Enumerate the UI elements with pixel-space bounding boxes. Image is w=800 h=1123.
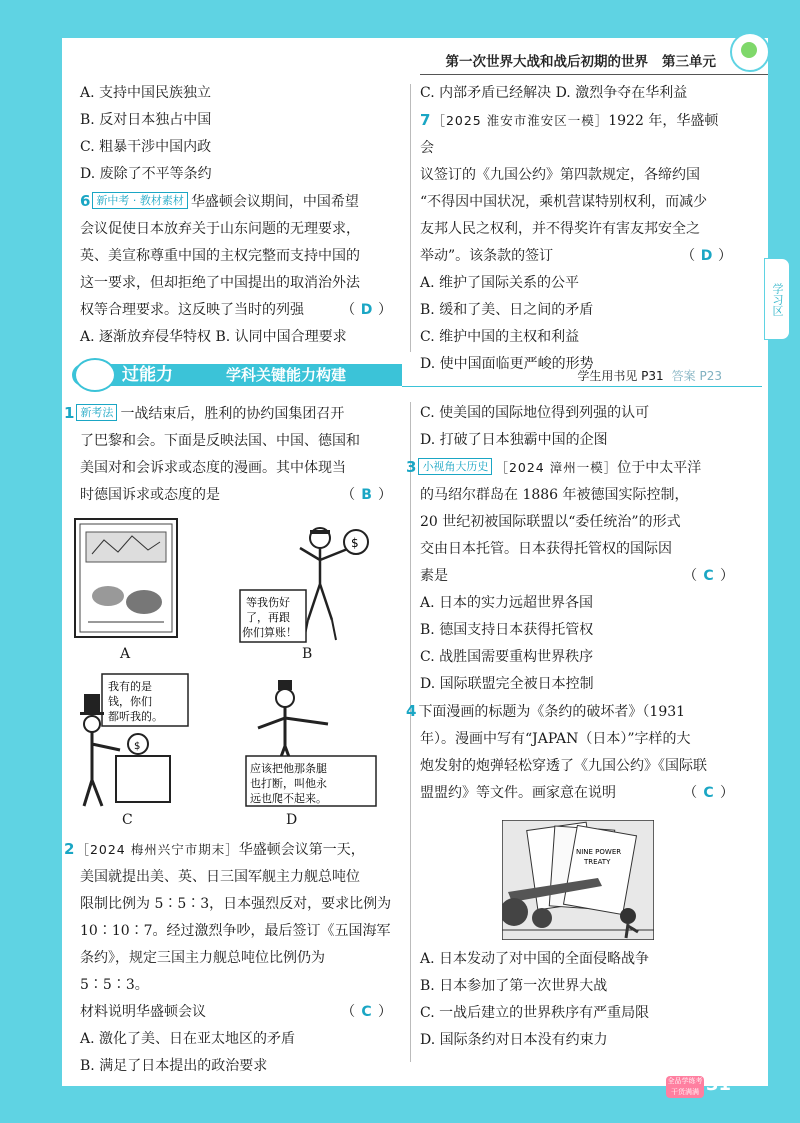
answer-blank[interactable]: （ D ） (341, 297, 392, 324)
corner-badge-icon (730, 32, 770, 72)
bottom-right-column (406, 400, 734, 807)
cartoon-text: TREATY (584, 858, 611, 866)
page-header (62, 38, 768, 78)
header-rule (420, 74, 768, 75)
question-text: 华盛顿会议第一天， (238, 842, 365, 858)
option: B. 满足了日本提出的政治要求 (80, 1058, 268, 1074)
cartoon-c-image (76, 672, 196, 810)
question-text (80, 297, 392, 324)
section-refs (577, 366, 722, 386)
svg-text:$: $ (134, 741, 141, 752)
option: B. 反对日本独占中国 (80, 112, 212, 128)
question-source: ［2024 梅州兴宁市期末］ (76, 842, 239, 857)
answer-blank[interactable]: （ C ） (341, 999, 392, 1026)
question-text: 时德国诉求或态度的是 (80, 487, 220, 503)
section-subtitle: 学科关键能力构建 (226, 366, 347, 384)
option: C. 维护中国的主权和利益 (420, 329, 580, 345)
question-text: 1922 年，华盛顿会 (420, 113, 719, 156)
question-number: 7 (420, 111, 431, 129)
answer-blank[interactable]: （ B ） (341, 482, 392, 509)
bubble-text: 都听我的。 (108, 710, 163, 723)
question-number: 1 (64, 404, 75, 422)
bubble-text: 应该把他那条腿 (250, 762, 327, 775)
caption-b: B (302, 646, 313, 662)
question-number: 2 (64, 840, 75, 858)
question-text: 交由日本托管。日本获得托管权的国际因 (420, 541, 672, 557)
question-3 (406, 454, 734, 482)
question-text: 权等合理要求。这反映了当时的列强 (80, 302, 304, 318)
option: D. 打破了日本独霸中国的企图 (420, 432, 608, 448)
svg-text:$: $ (351, 536, 359, 550)
answer-letter: D (360, 302, 373, 318)
option: C. 战胜国需要重构世界秩序 (420, 649, 594, 665)
question-text (420, 243, 732, 270)
section-band (72, 362, 762, 390)
question-2 (64, 836, 392, 1080)
option: D. 国际联盟完全被日本控制 (420, 676, 594, 692)
question-text: 友邦人民之权利，并不得奖许有害友邦安全之 (420, 221, 700, 237)
answer-blank[interactable]: （ C ） (683, 780, 734, 807)
side-tab-study-area[interactable]: 学习区 (764, 258, 790, 340)
bubble-text: 也打断，叫他永 (250, 777, 327, 790)
treaty-breaker-cartoon-image (502, 820, 654, 940)
chapter-title: 第一次世界大战和战后初期的世界 (445, 54, 648, 70)
question-number: 3 (406, 458, 417, 476)
option: B. 缓和了美、日之间的矛盾 (420, 302, 594, 318)
option: A. 维护了国际关系的公平 (420, 275, 580, 291)
caption-d: D (286, 812, 298, 828)
logo-text: 干货满满 (671, 1088, 699, 1096)
logo-text: 全品学练考 (667, 1077, 703, 1085)
question-text: 美国对和会诉求或态度的漫画。其中体现当 (80, 460, 346, 476)
question-1 (64, 400, 392, 509)
answer-letter: D (700, 248, 713, 264)
question-text: 举动”。该条款的签订 (420, 248, 554, 264)
question-text: 的马绍尔群岛在 1886 年被德国实际控制， (420, 487, 689, 503)
question-7 (420, 107, 732, 162)
book-ref: 学生用书见 P31 (577, 369, 664, 383)
caption-a: A (120, 646, 131, 662)
owl-mascot-icon (74, 358, 116, 392)
option: B. 德国支持日本获得托管权 (420, 622, 594, 638)
answer-letter: C (361, 1004, 372, 1020)
question-tag: 新考法 (76, 404, 117, 421)
question-text: 一战结束后，胜利的协约国集团召开 (120, 406, 345, 422)
question-tag: 小视角大历史 (418, 458, 492, 475)
option: A. 日本的实力远超世界各国 (420, 595, 594, 611)
question-text: 华盛顿会议期间，中国希望 (190, 194, 359, 210)
question-text: 位于中太平洋 (617, 460, 702, 476)
question-text: 炮发射的炮弹轻松穿透了《九国公约》《国际联 (420, 758, 707, 774)
answer-blank[interactable]: （ D ） (681, 243, 732, 270)
answer-letter: C (703, 785, 714, 801)
bubble-text: 远也爬不起来。 (250, 792, 327, 805)
answer-letter: B (361, 487, 372, 503)
question-text: 条约》，规定三国主力舰总吨位比例仍为 5∶5∶3。 (80, 950, 325, 993)
question-text: 了巴黎和会。下面是反映法国、中国、德国和 (80, 433, 360, 449)
caption-c: C (122, 812, 133, 828)
q4-options (420, 946, 740, 1054)
question-text: 素是 (420, 568, 448, 584)
option: A. 支持中国民族独立 (80, 85, 212, 101)
option: C. 内部矛盾已经解决 D. 激烈争夺在华利益 (420, 85, 688, 101)
option: A. 逐渐放弃侵华特权 B. 认同中国合理要求 (80, 329, 347, 345)
question-text (64, 482, 392, 509)
question-source: ［2025 淮安市淮安区一模］ (432, 113, 609, 128)
option: D. 国际条约对日本没有约束力 (420, 1032, 608, 1048)
option: C. 一战后建立的世界秩序有严重局限 (420, 1005, 650, 1021)
question-number: 6 (80, 192, 91, 210)
option: C. 粗暴干涉中国内政 (80, 139, 212, 155)
question-4 (406, 698, 734, 726)
answer-ref: 答案 P23 (671, 369, 722, 383)
answer-letter: C (703, 568, 714, 584)
question-6 (80, 188, 392, 216)
question-source: ［2024 漳州一模］ (495, 460, 618, 475)
question-text: 10∶10∶7。经过激烈争吵，最后签订《五国海军 (80, 923, 391, 939)
header-text (446, 50, 717, 70)
cartoon-a-image (74, 518, 178, 638)
question-text: 限制比例为 5∶5∶3，日本强烈反对，要求比例为 (80, 896, 392, 912)
question-text: 美国就提出美、英、日三国军舰主力舰总吨位 (80, 869, 360, 885)
cartoon-text: NINE POWER (576, 848, 622, 856)
question-tag: 新中考 · 教材素材 (92, 192, 188, 209)
unit-title: 第三单元 (662, 54, 716, 70)
question-text: 议签订的《九国公约》第四款规定，各缔约国 (420, 167, 700, 183)
question-text: 年）。漫画中写有“JAPAN（日本）”字样的大 (420, 731, 691, 747)
cartoon-b-image (238, 520, 378, 645)
option: B. 日本参加了第一次世界大战 (420, 978, 608, 994)
publisher-logo (666, 1076, 704, 1098)
question-text (406, 780, 734, 807)
top-left-column (80, 80, 392, 351)
question-text: 英、美宣称尊重中国的主权完整而支持中国的 (80, 248, 360, 264)
bubble-text: 你们算账！ (242, 626, 297, 639)
option: D. 使中国面临更严峻的形势 (420, 356, 594, 372)
option: C. 使美国的国际地位得到列强的认可 (420, 405, 650, 421)
question-text (406, 563, 734, 590)
bubble-text: 我有的是 (108, 680, 152, 693)
question-text: 这一要求，但却拒绝了中国提出的取消治外法 (80, 275, 360, 291)
question-text: 下面漫画的标题为《条约的破坏者》（1931 (418, 704, 686, 720)
option: A. 日本发动了对中国的全面侵略战争 (420, 951, 650, 967)
answer-blank[interactable]: （ C ） (683, 563, 734, 590)
question-text: 材料说明华盛顿会议 (80, 1004, 206, 1020)
question-number: 4 (406, 702, 417, 720)
page-number: 31 (706, 1074, 732, 1095)
question-text: 会议促使日本放弃关于山东问题的无理要求， (80, 221, 360, 237)
top-right-column (420, 80, 732, 378)
band-rule (402, 386, 762, 387)
question-text: 盟盟约》等文件。画家意在说明 (420, 785, 616, 801)
option: A. 激化了美、日在亚太地区的矛盾 (80, 1031, 296, 1047)
bubble-text: 了，再跟 (246, 611, 290, 624)
bubble-text: 钱，你们 (108, 695, 152, 708)
question-text (64, 999, 392, 1026)
column-divider (410, 84, 411, 352)
question-text: 20 世纪初被国际联盟以“委任统治”的形式 (420, 514, 681, 530)
section-title: 过能力 (122, 365, 173, 385)
question-text: “不得因中国状况，乘机营谋特别权利，而减少 (420, 194, 708, 210)
cartoon-d-image (238, 678, 378, 808)
option: D. 废除了不平等条约 (80, 166, 212, 182)
bubble-text: 等我伤好 (246, 596, 290, 609)
